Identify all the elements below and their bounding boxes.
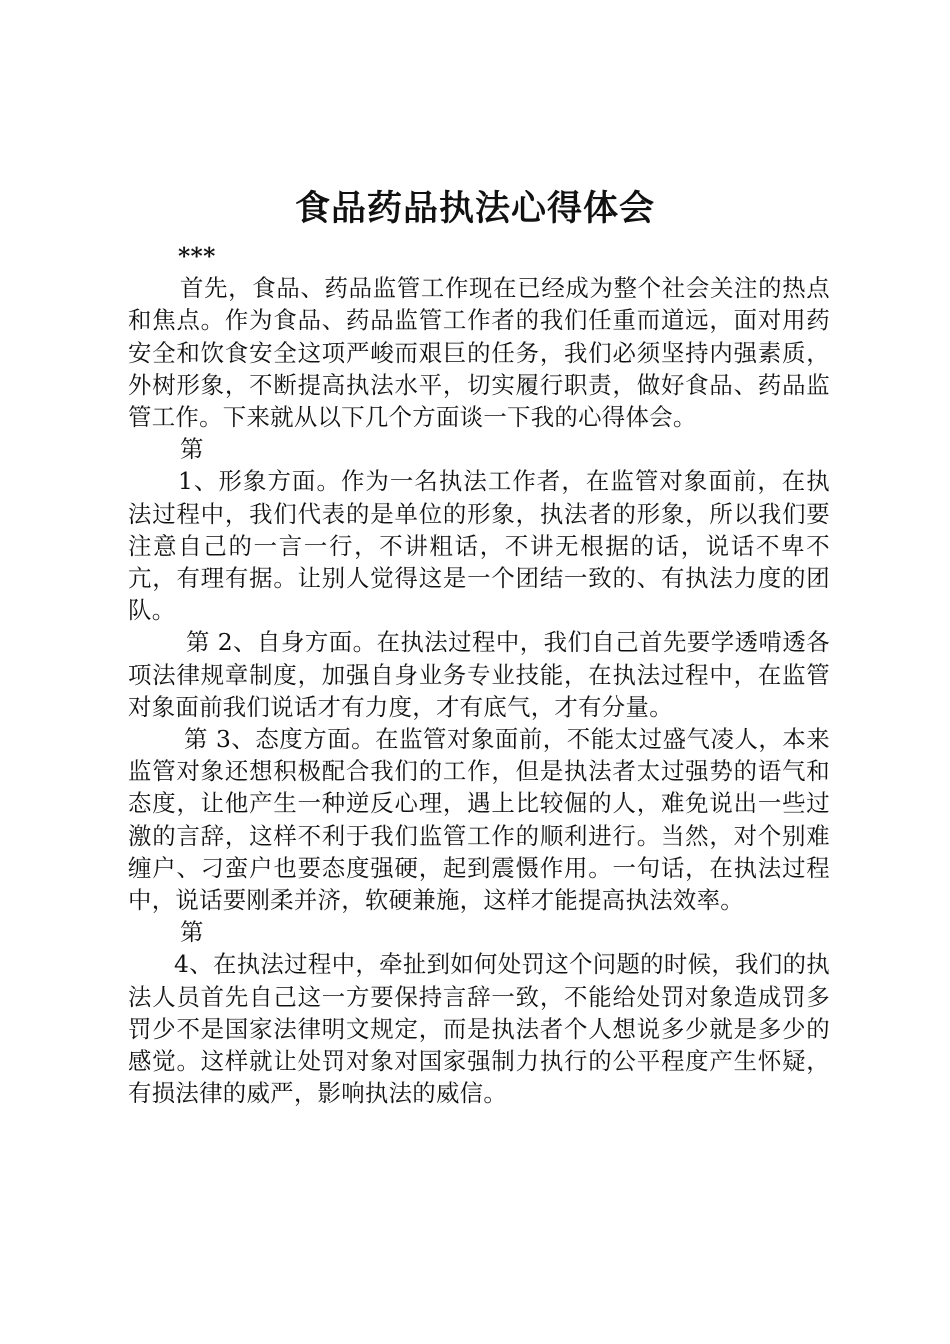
paragraph-point-1: 1、形象方面。作为一名执法工作者，在监管对象面前，在执法过程中，我们代表的是单位的形象，执法者的形象，所以我们要注意自己的一言一行，不讲粗话，不讲无根据的话，说话不卑不亢，有理有据。让别人觉得这是一个团结一致的、有执法力度的团队。 bbox=[128, 467, 830, 625]
paragraph-point-3: 第 3、态度方面。在监管对象面前，不能太过盛气凌人，本来监管对象还想积极配合我们的工作，但是执法者太过强势的语气和态度，让他产生一种逆反心理，遇上比较倔的人，难免说出一些过激的言辞，这样不利于我们监管工作的顺利进行。当然，对个别难缠户、刁蛮户也要态度强硬，起到震慑作用。一句话，在执法过程中，说话要刚柔并济，软硬兼施，这样才能提高执法效率。 bbox=[128, 725, 830, 915]
document-body bbox=[128, 240, 830, 1109]
document-title: 食品药品执法心得体会 bbox=[294, 188, 655, 229]
author-line: *** bbox=[178, 242, 216, 270]
paragraph-intro: 首先，食品、药品监管工作现在已经成为整个社会关注的热点和焦点。作为食品、药品监管工作者的我们任重而道远，面对用药安全和饮食安全这项严峻而艰巨的任务，我们必须坚持内强素质，外树形象，不断提高执法水平，切实履行职责，做好食品、药品监管工作。下来就从以下几个方面谈一下我的心得体会。 bbox=[128, 274, 830, 432]
paragraph-section-marker: 第 bbox=[180, 435, 204, 464]
paragraph-section-marker: 第 bbox=[180, 918, 204, 947]
paragraph-point-2: 第 2、自身方面。在执法过程中，我们自己首先要学透啃透各项法律规章制度，加强自身业务专业技能，在执法过程中，在监管对象面前我们说话才有力度，才有底气，才有分量。 bbox=[128, 628, 830, 721]
paragraph-point-4: 4、在执法过程中，牵扯到如何处罚这个问题的时候，我们的执法人员首先自己这一方要保持言辞一致，不能给处罚对象造成罚多罚少不是国家法律明文规定，而是执法者个人想说多少就是多少的感觉。这样就让处罚对象对国家强制力执行的公平程度产生怀疑，有损法律的威严，影响执法的威信。 bbox=[128, 950, 830, 1108]
